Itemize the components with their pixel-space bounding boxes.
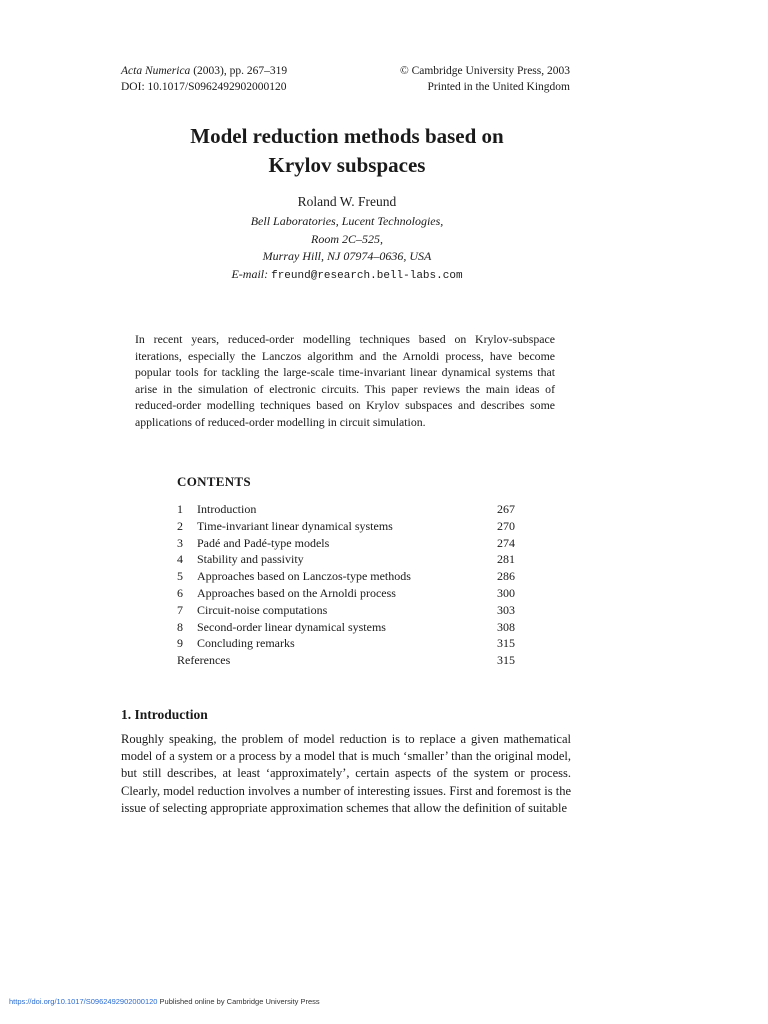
email-label: E-mail: bbox=[231, 266, 269, 281]
toc-label: Concluding remarks bbox=[197, 636, 295, 651]
toc-entry[interactable] bbox=[177, 535, 515, 552]
author-affiliation bbox=[0, 213, 694, 285]
toc-label: Stability and passivity bbox=[197, 552, 304, 567]
abstract: In recent years, reduced-order modelling techniques based on Krylov-subspace iterations, especially the Lanczos algorithm and the Arnoldi process, have become popular tools for tackling the large-scale time-invariant linear dynamical systems that arise in the simulation of electronic circuits. This paper reviews the main ideas of reduced-order modelling techniques based on Krylov subspaces and describes some applications of reduced-order modelling in circuit simulation. bbox=[135, 332, 555, 429]
toc-number: 6 bbox=[177, 585, 183, 600]
printed-line: Printed in the United Kingdom bbox=[427, 81, 570, 93]
toc-number: 1 bbox=[177, 502, 183, 516]
toc-entry[interactable] bbox=[177, 635, 515, 652]
journal-pages: (2003), pp. 267–319 bbox=[190, 65, 288, 77]
toc-label: References bbox=[177, 653, 231, 668]
journal-doi: DOI: 10.1017/S0962492902000120 bbox=[121, 81, 287, 93]
toc-label: Circuit-noise computations bbox=[197, 602, 328, 617]
copyright-line: © Cambridge University Press, 2003 bbox=[399, 65, 570, 77]
email-line bbox=[0, 266, 694, 286]
journal-name: Acta Numerica bbox=[121, 65, 191, 77]
title-line-2: Krylov subspaces bbox=[268, 153, 426, 177]
toc-entry[interactable] bbox=[177, 568, 515, 585]
toc-label: Second-order linear dynamical systems bbox=[197, 619, 386, 634]
journal-citation bbox=[121, 63, 287, 79]
toc-page: 274 bbox=[497, 535, 515, 550]
toc-page: 315 bbox=[497, 653, 515, 668]
footer bbox=[9, 997, 320, 1007]
toc-page: 286 bbox=[497, 569, 515, 584]
toc-label: Approaches based on the Arnoldi process bbox=[197, 585, 396, 600]
affiliation-line-2: Room 2C–525, bbox=[311, 231, 383, 246]
toc-entry[interactable] bbox=[177, 585, 515, 602]
toc-page: 281 bbox=[497, 552, 515, 567]
toc-number: 3 bbox=[177, 535, 183, 550]
toc-number: 4 bbox=[177, 552, 183, 567]
toc-label: Time-invariant linear dynamical systems bbox=[197, 518, 393, 533]
toc-number: 2 bbox=[177, 518, 183, 533]
toc-label: Padé and Padé-type models bbox=[197, 535, 330, 550]
journal-header bbox=[121, 63, 287, 95]
toc-entry-references[interactable] bbox=[177, 652, 515, 669]
email-address[interactable]: freund@research.bell-labs.com bbox=[271, 269, 463, 282]
toc-number: 5 bbox=[177, 569, 183, 584]
toc-entry[interactable] bbox=[177, 602, 515, 619]
title-line-1: Model reduction methods based on bbox=[190, 124, 504, 148]
toc-entry[interactable] bbox=[177, 551, 515, 568]
doi-link[interactable]: https://doi.org/10.1017/S0962492902000120 bbox=[9, 997, 158, 1006]
section-heading: 1. Introduction bbox=[121, 707, 208, 722]
affiliation-line-3: Murray Hill, NJ 07974–0636, USA bbox=[262, 249, 432, 263]
affiliation-line-1: Bell Laboratories, Lucent Technologies, bbox=[250, 214, 444, 228]
toc-number: 9 bbox=[177, 636, 183, 651]
toc-entry[interactable] bbox=[177, 619, 515, 636]
table-of-contents bbox=[177, 501, 515, 669]
toc-page: 315 bbox=[497, 636, 515, 651]
toc-page: 300 bbox=[497, 585, 515, 600]
paper-title bbox=[0, 122, 694, 180]
toc-label: Introduction bbox=[197, 502, 257, 516]
section-body: Roughly speaking, the problem of model reduction is to replace a given mathematical model of a system or a process by a model that is much ‘smaller’ than the original model, but still describes, at least ‘approximately’, certain aspects of the system or process. Clearly, model reduction involves a number of interesting issues. First and foremost is the issue of selecting appropriate approximation schemes that allow the definition of suitable bbox=[121, 732, 571, 815]
publisher-header bbox=[400, 63, 570, 95]
author-name: Roland W. Freund bbox=[297, 194, 397, 209]
contents-heading: CONTENTS bbox=[177, 474, 251, 489]
toc-page: 270 bbox=[497, 518, 515, 533]
toc-entry[interactable] bbox=[177, 501, 515, 518]
toc-entry[interactable] bbox=[177, 518, 515, 535]
toc-label: Approaches based on Lanczos-type methods bbox=[197, 569, 411, 584]
toc-page: 267 bbox=[497, 502, 515, 516]
toc-page: 308 bbox=[497, 619, 515, 634]
toc-number: 7 bbox=[177, 602, 183, 617]
toc-number: 8 bbox=[177, 619, 183, 634]
published-note: Published online by Cambridge University Press bbox=[157, 997, 320, 1006]
toc-page: 303 bbox=[497, 602, 515, 617]
